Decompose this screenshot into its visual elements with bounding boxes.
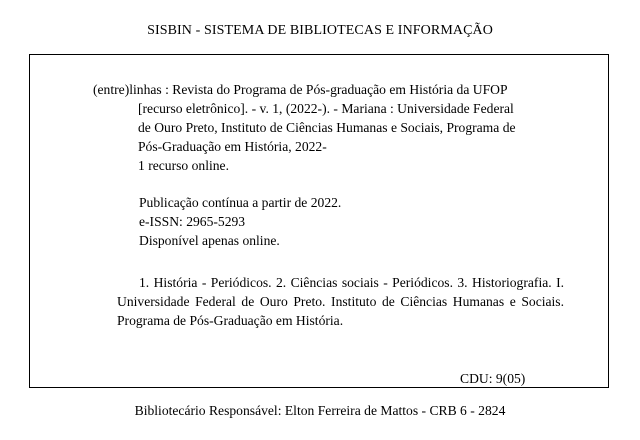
subject-headings: 1. História - Periódicos. 2. Ciências sociais - Periódicos. 3. Historiografia. I. Universidade Federal de Ouro Preto. Instituto de Ciências Humanas e Sociais. Programa de Pós-Graduação em História.: [117, 275, 564, 328]
main-entry-line: de Ouro Preto, Instituto de Ciências Humanas e Sociais, Programa de: [138, 120, 516, 135]
main-entry-line: Pós-Graduação em História, 2022-: [138, 139, 327, 154]
note-line: Publicação contínua a partir de 2022.: [139, 195, 342, 210]
main-entry: [93, 80, 573, 175]
cdu-classification: CDU: 9(05): [460, 371, 526, 386]
main-entry-line: [recurso eletrônico]. - v. 1, (2022-). - Mariana : Universidade Federal: [138, 101, 514, 116]
page-header-title: SISBIN - SISTEMA DE BIBLIOTECAS E INFORMAÇÃO: [147, 23, 493, 38]
main-entry-line: 1 recurso online.: [138, 158, 229, 173]
notes-block: [139, 193, 341, 250]
librarian-credit: Bibliotecário Responsável: Elton Ferreira de Mattos - CRB 6 - 2824: [134, 403, 506, 418]
main-entry-title-line: (entre)linhas : Revista do Programa de Pós-graduação em História da UFOP: [93, 82, 508, 97]
note-line: Disponível apenas online.: [139, 233, 280, 248]
note-line: e-ISSN: 2965-5293: [139, 214, 246, 229]
